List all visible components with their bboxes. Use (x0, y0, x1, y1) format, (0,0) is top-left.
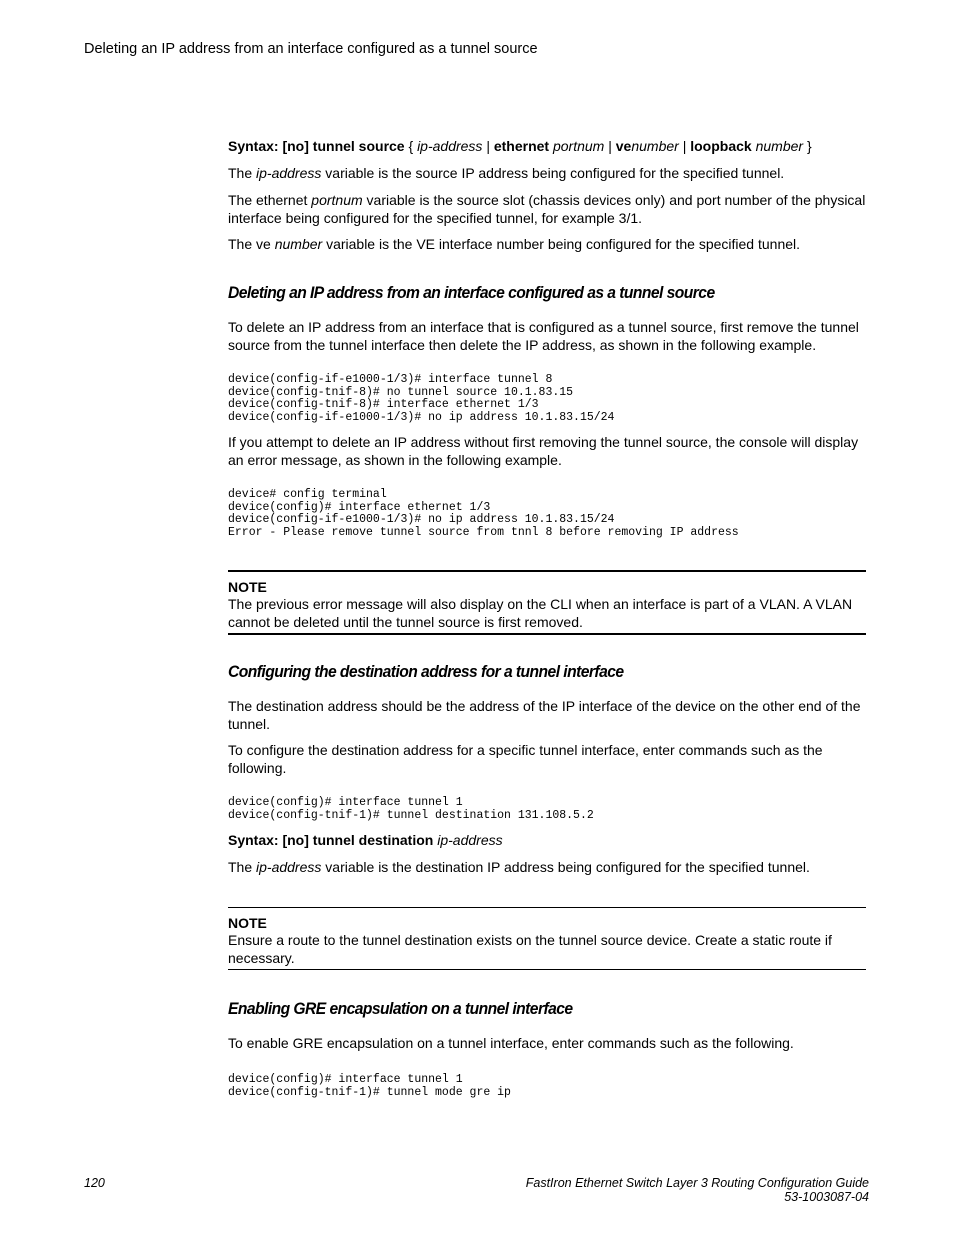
code-line: Error - Please remove tunnel source from tnnl 8 before removing IP address (228, 525, 739, 539)
section1-intro: To delete an IP address from an interface that is configured as a tunnel source, first remove the tunnel source from the tunnel interface then delete the IP address, as shown in the following example. (228, 319, 859, 353)
note-box (228, 570, 866, 635)
running-header: Deleting an IP address from an interface configured as a tunnel source (84, 41, 538, 57)
syntax-brace-close: } (806, 138, 812, 154)
text: variable is the source IP address being configured for the specified tunnel. (325, 165, 785, 181)
code-line: device(config-if-e1000-1/3)# no ip address 10.1.83.15/24 (228, 410, 615, 424)
variable: portnum (311, 192, 363, 208)
syntax-kw-ve: ve (615, 138, 632, 154)
footer-doc-info (526, 1176, 869, 1204)
text: The ethernet (228, 192, 308, 208)
code-line: device(config-tnif-8)# no tunnel source 10.1.83.15 (228, 385, 574, 399)
syntax-pipe: | (608, 138, 612, 154)
footer-doc-number: 53-1003087-04 (784, 1190, 869, 1204)
param-ve-desc (228, 236, 866, 254)
code-block-3 (228, 797, 594, 822)
note-text: The previous error message will also display on the CLI when an interface is part of a VLAN. A VLAN cannot be deleted until the tunnel source is first removed. (228, 596, 853, 630)
page-number: 120 (84, 1176, 105, 1190)
syntax-var-number: number (755, 138, 804, 154)
syntax-kw-no: [no] (282, 138, 309, 154)
text: The ve (228, 236, 271, 252)
note-top-rule (228, 907, 866, 908)
section-heading: Deleting an IP address from an interface configured as a tunnel source (228, 283, 715, 302)
code-line: device(config-tnif-8)# interface ethernet 1/3 (228, 398, 539, 411)
code-line: device(config-tnif-1)# tunnel destination 131.108.5.2 (228, 808, 594, 822)
note-bottom-rule (228, 969, 866, 970)
code-block-1 (228, 374, 614, 424)
text: variable is the destination IP address being configured for the specified tunnel. (325, 859, 810, 875)
code-line: device(config-if-e1000-1/3)# no ip address 10.1.83.15/24 (228, 513, 615, 526)
note-box (228, 907, 866, 970)
section2-intro: The destination address should be the address of the IP interface of the device on the other end of the tunnel. (228, 698, 861, 732)
footer-doc-title: FastIron Ethernet Switch Layer 3 Routing Configuration Guide (525, 1176, 869, 1190)
text: variable is the VE interface number being configured for the specified tunnel. (326, 236, 801, 252)
syntax-kw-loopback: loopback (690, 138, 752, 154)
syntax-kw-tunnel-source: tunnel source (312, 138, 405, 154)
code-block-2 (228, 489, 739, 539)
text: The (228, 859, 253, 875)
syntax-kw-ethernet: ethernet (493, 138, 550, 154)
code-line: device(config)# interface tunnel 1 (228, 1073, 463, 1086)
syntax-label: Syntax: [no] tunnel destination (228, 832, 434, 848)
syntax-pipe: | (682, 138, 687, 154)
section1-followup: If you attempt to delete an IP address without first removing the tunnel source, the console will display an error message, as shown in the following example. (228, 434, 859, 468)
syntax-destination (228, 832, 866, 850)
variable: number (274, 236, 323, 252)
note-label: NOTE (228, 579, 267, 595)
note-bottom-rule (228, 633, 866, 635)
section-heading: Enabling GRE encapsulation on a tunnel interface (228, 999, 573, 1018)
code-line: device(config)# interface ethernet 1/3 (228, 500, 491, 514)
note-text: Ensure a route to the tunnel destination exists on the tunnel source device. Create a static route if necessary. (228, 932, 832, 966)
variable: ip-address (256, 859, 322, 875)
code-line: device(config)# interface tunnel 1 (228, 796, 463, 809)
variable: ip-address (256, 165, 322, 181)
section2-instruction: To configure the destination address for a specific tunnel interface, enter commands such as the following. (228, 742, 823, 776)
section3-intro: To enable GRE encapsulation on a tunnel interface, enter commands such as the following. (228, 1035, 794, 1051)
syntax-source (228, 138, 866, 156)
text: The (228, 165, 253, 181)
code-line: device# config terminal (228, 488, 387, 501)
note-label: NOTE (228, 915, 267, 931)
code-line: device(config-tnif-1)# tunnel mode gre ip (228, 1085, 511, 1099)
section-heading: Configuring the destination address for a tunnel interface (228, 662, 624, 681)
syntax-var: ip-address (437, 832, 503, 848)
note-top-rule (228, 570, 866, 572)
param-ethernet-desc (228, 192, 866, 227)
code-line: device(config-if-e1000-1/3)# interface tunnel 8 (228, 373, 553, 386)
param-destination-desc (228, 859, 866, 877)
param-ip-desc (228, 165, 866, 183)
syntax-var-ip: ip-address (417, 138, 483, 154)
syntax-label: Syntax: (228, 138, 279, 154)
syntax-brace-open: { (408, 138, 414, 154)
text: variable is the source slot (chassis devices only) and port number of the physical interface being configured for the specified tunnel, for example 3/1. (228, 192, 866, 226)
code-block-4 (228, 1074, 511, 1099)
syntax-var-portnum: portnum (552, 138, 605, 154)
syntax-pipe: | (486, 138, 490, 154)
syntax-var-number: number (631, 138, 679, 154)
